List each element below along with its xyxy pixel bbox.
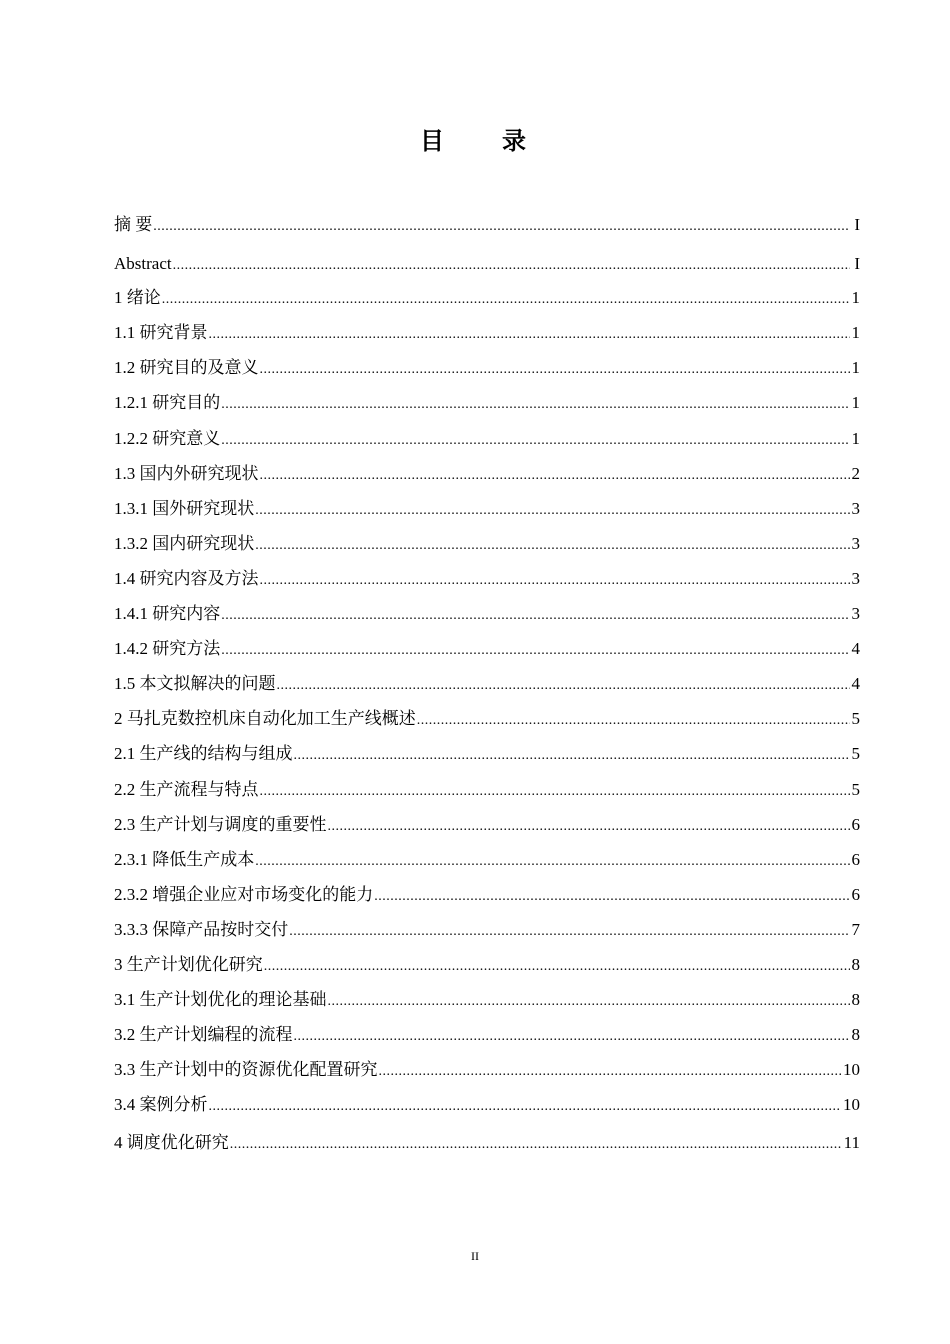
- toc-entry-page: 3: [851, 569, 860, 588]
- toc-entry-page: 5: [851, 744, 860, 763]
- toc-entry-page: 4: [851, 674, 860, 693]
- toc-entry-label: 2.1 生产线的结构与组成: [114, 744, 293, 763]
- toc-entry-page: 1: [851, 429, 860, 448]
- toc-entry[interactable]: [114, 848, 860, 872]
- toc-entry[interactable]: [114, 252, 860, 276]
- toc-entry-label: 2 马扎克数控机床自动化加工生产线概述: [114, 709, 416, 728]
- toc-entry-page: 5: [851, 709, 860, 728]
- toc-entry-label: 3.1 生产计划优化的理论基础: [114, 990, 327, 1009]
- dot-leader: [264, 955, 850, 979]
- toc-entry-page: 6: [851, 885, 860, 904]
- toc-entry[interactable]: [114, 1093, 860, 1117]
- toc-entry-label: 2.3 生产计划与调度的重要性: [114, 815, 327, 834]
- toc-entry[interactable]: [114, 1023, 860, 1047]
- toc-entry-label: 4 调度优化研究: [114, 1133, 229, 1152]
- toc-entry[interactable]: [114, 1131, 860, 1155]
- toc-entry-label: 3.3 生产计划中的资源优化配置研究: [114, 1060, 378, 1079]
- toc-entry-label: 1.1 研究背景: [114, 323, 208, 342]
- page-title: 目 录: [420, 129, 552, 155]
- toc-entry-label: 1.4.2 研究方法: [114, 639, 221, 658]
- toc-entry-label: 3 生产计划优化研究: [114, 955, 263, 974]
- toc-entry[interactable]: [114, 602, 860, 626]
- toc-entry-label: 3.4 案例分析: [114, 1095, 208, 1114]
- toc-entry-label: 1.3.1 国外研究现状: [114, 499, 255, 518]
- dot-leader: [289, 920, 849, 944]
- toc-entry[interactable]: [114, 532, 860, 556]
- toc-entry-label: Abstract: [114, 254, 172, 273]
- dot-leader: [255, 499, 849, 523]
- toc-entry-page: 3: [851, 499, 860, 518]
- dot-leader: [379, 1060, 842, 1084]
- toc-entry-label: 1.2.2 研究意义: [114, 429, 221, 448]
- toc-entry[interactable]: [114, 391, 860, 415]
- toc-entry-page: I: [854, 215, 860, 234]
- toc-entry-label: 1.3 国内外研究现状: [114, 464, 259, 483]
- toc-entry-label: 1.3.2 国内研究现状: [114, 534, 255, 553]
- toc-entry-page: 1: [851, 393, 860, 412]
- toc-entry-page: 7: [851, 920, 860, 939]
- toc-entry[interactable]: [114, 427, 860, 451]
- toc-entry[interactable]: [114, 497, 860, 521]
- dot-leader: [153, 215, 850, 239]
- toc-entry-label: 3.3.3 保障产品按时交付: [114, 920, 289, 939]
- page-number: II: [471, 1249, 479, 1263]
- toc-entry[interactable]: [114, 988, 860, 1012]
- toc-entry[interactable]: [114, 321, 860, 345]
- toc-entry-page: 6: [851, 815, 860, 834]
- toc-entry[interactable]: [114, 567, 860, 591]
- dot-leader: [260, 780, 850, 804]
- toc-entry-page: 8: [851, 990, 860, 1009]
- dot-leader: [417, 709, 850, 733]
- toc-entry-label: 摘 要: [114, 215, 153, 234]
- dot-leader: [277, 674, 850, 698]
- toc-entry-page: 1: [851, 288, 860, 307]
- toc-entry[interactable]: [114, 707, 860, 731]
- toc-entry-page: I: [854, 254, 860, 273]
- toc-entry[interactable]: [114, 813, 860, 837]
- toc-entry-label: 1.2 研究目的及意义: [114, 358, 259, 377]
- toc-entry[interactable]: [114, 356, 860, 380]
- toc-entry[interactable]: [114, 778, 860, 802]
- dot-leader: [230, 1133, 842, 1157]
- toc-entry-page: 11: [843, 1133, 860, 1152]
- toc-entry-page: 1: [851, 358, 860, 377]
- dot-leader: [328, 815, 850, 839]
- dot-leader: [328, 990, 850, 1014]
- toc-entry[interactable]: [114, 462, 860, 486]
- dot-leader: [221, 639, 849, 663]
- dot-leader: [162, 288, 850, 312]
- toc-entry-page: 2: [851, 464, 860, 483]
- toc-entry-page: 3: [851, 604, 860, 623]
- toc-entry-page: 3: [851, 534, 860, 553]
- toc-entry-page: 8: [851, 955, 860, 974]
- toc-entry-page: 6: [851, 850, 860, 869]
- dot-leader: [294, 744, 850, 768]
- dot-leader: [255, 850, 849, 874]
- toc-entry-page: 5: [851, 780, 860, 799]
- dot-leader: [221, 393, 849, 417]
- dot-leader: [260, 358, 850, 382]
- toc-entry-page: 10: [843, 1095, 860, 1114]
- toc-entry[interactable]: [114, 918, 860, 942]
- toc-entry-page: 4: [851, 639, 860, 658]
- toc-entry[interactable]: [114, 742, 860, 766]
- dot-leader: [221, 604, 849, 628]
- dot-leader: [374, 885, 849, 909]
- toc-entry-label: 2.2 生产流程与特点: [114, 780, 259, 799]
- dot-leader: [209, 1095, 842, 1119]
- toc-entry-label: 1.4 研究内容及方法: [114, 569, 259, 588]
- dot-leader: [209, 323, 850, 347]
- dot-leader: [173, 254, 850, 278]
- toc-entry-page: 1: [851, 323, 860, 342]
- toc-entry-label: 1.5 本文拟解决的问题: [114, 674, 276, 693]
- dot-leader: [260, 464, 850, 488]
- dot-leader: [221, 429, 849, 453]
- dot-leader: [260, 569, 850, 593]
- toc-entry[interactable]: [114, 953, 860, 977]
- toc-entry-label: 3.2 生产计划编程的流程: [114, 1025, 293, 1044]
- toc-entry[interactable]: [114, 286, 860, 310]
- toc-entry[interactable]: [114, 672, 860, 696]
- toc-entry-label: 1.2.1 研究目的: [114, 393, 221, 412]
- toc-entry[interactable]: [114, 883, 860, 907]
- dot-leader: [294, 1025, 850, 1049]
- toc-entry[interactable]: [114, 1058, 860, 1082]
- toc-entry-label: 2.3.2 增强企业应对市场变化的能力: [114, 885, 374, 904]
- dot-leader: [255, 534, 849, 558]
- toc-entry-label: 1.4.1 研究内容: [114, 604, 221, 623]
- toc-entry-page: 8: [851, 1025, 860, 1044]
- toc-entry-label: 2.3.1 降低生产成本: [114, 850, 255, 869]
- toc-entry[interactable]: [114, 213, 860, 237]
- toc-entry-page: 10: [843, 1060, 860, 1079]
- toc-entry[interactable]: [114, 637, 860, 661]
- toc-entry-label: 1 绪论: [114, 288, 161, 307]
